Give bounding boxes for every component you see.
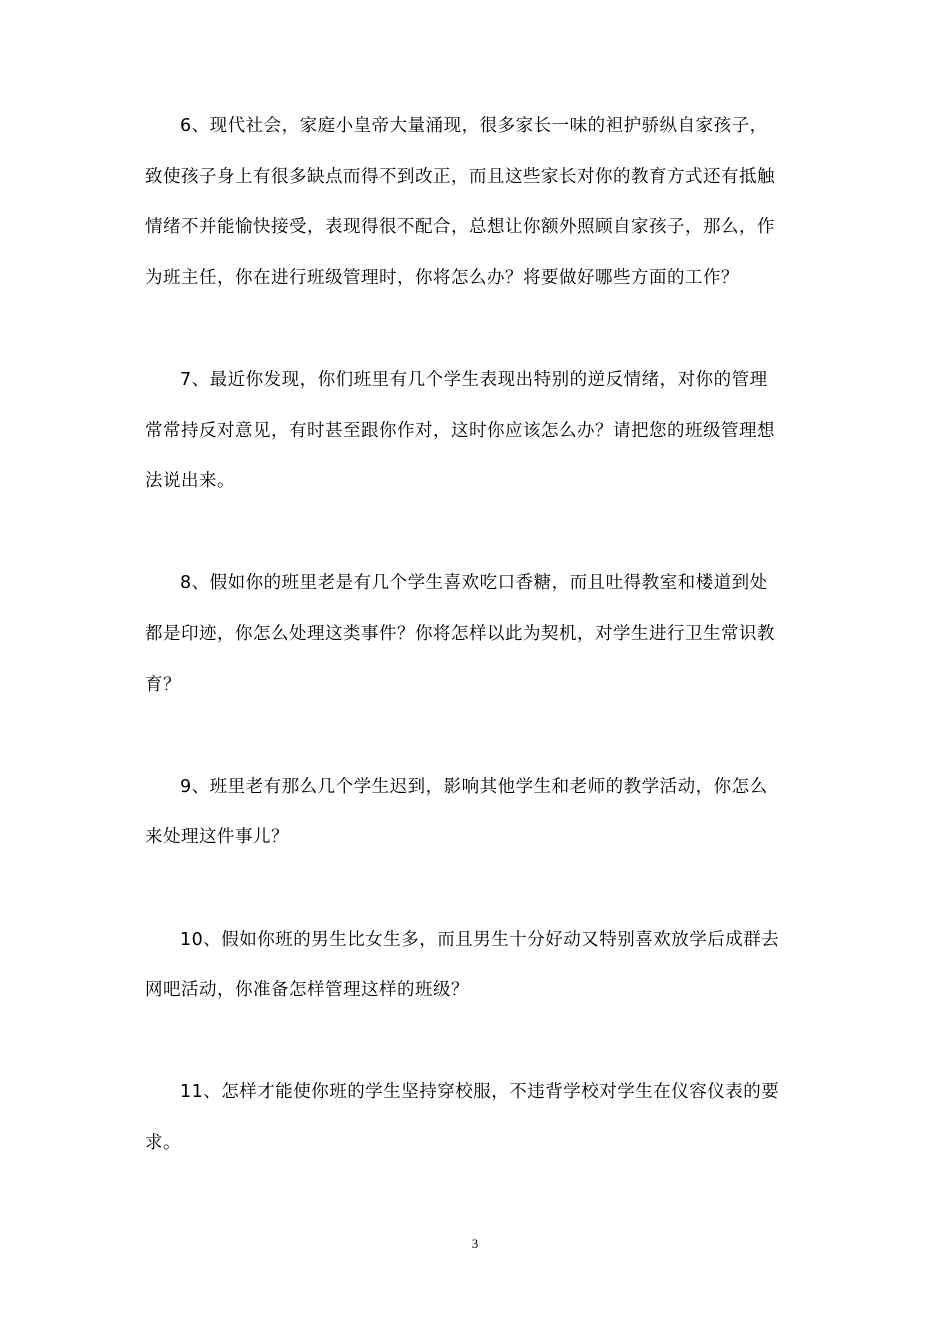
page-number: 3 [471, 1236, 479, 1251]
paragraph-line: 常常持反对意见，有时甚至跟你作对，这时你应该怎么办？请把您的班级管理想 [145, 421, 775, 441]
paragraph-line: 6、现代社会，家庭小皇帝大量涌现，很多家长一味的袒护骄纵自家孩子， [180, 116, 768, 136]
paragraph-line: 10、假如你班的男生比女生多，而且男生十分好动又特别喜欢放学后成群去 [180, 930, 780, 950]
paragraph-line: 为班主任，你在进行班级管理时，你将怎么办？将要做好哪些方面的工作？ [145, 268, 739, 288]
paragraph-line: 情绪不并能愉快接受，表现得很不配合，总想让你额外照顾自家孩子，那么，作 [145, 217, 775, 237]
paragraph-line: 致使孩子身上有很多缺点而得不到改正，而且这些家长对你的教育方式还有抵触 [145, 167, 775, 187]
paragraph-line: 育？ [145, 675, 181, 695]
paragraph-line: 11、怎样才能使你班的学生坚持穿校服，不违背学校对学生在仪容仪表的要 [180, 1082, 780, 1102]
paragraph-line: 法说出来。 [145, 471, 235, 491]
paragraph-line: 7、最近你发现，你们班里有几个学生表现出特别的逆反情绪，对你的管理 [180, 370, 768, 390]
paragraph-line: 来处理这件事儿？ [145, 827, 289, 847]
paragraph-line: 网吧活动，你准备怎样管理这样的班级？ [145, 980, 469, 1000]
paragraph-line: 求。 [145, 1133, 181, 1153]
paragraph-line: 都是印迹，你怎么处理这类事件？你将怎样以此为契机，对学生进行卫生常识教 [145, 624, 775, 644]
paragraph-line: 9、班里老有那么几个学生迟到，影响其他学生和老师的教学活动，你怎么 [180, 777, 768, 797]
paragraph-line: 8、假如你的班里老是有几个学生喜欢吃口香糖，而且吐得教室和楼道到处 [180, 573, 768, 593]
